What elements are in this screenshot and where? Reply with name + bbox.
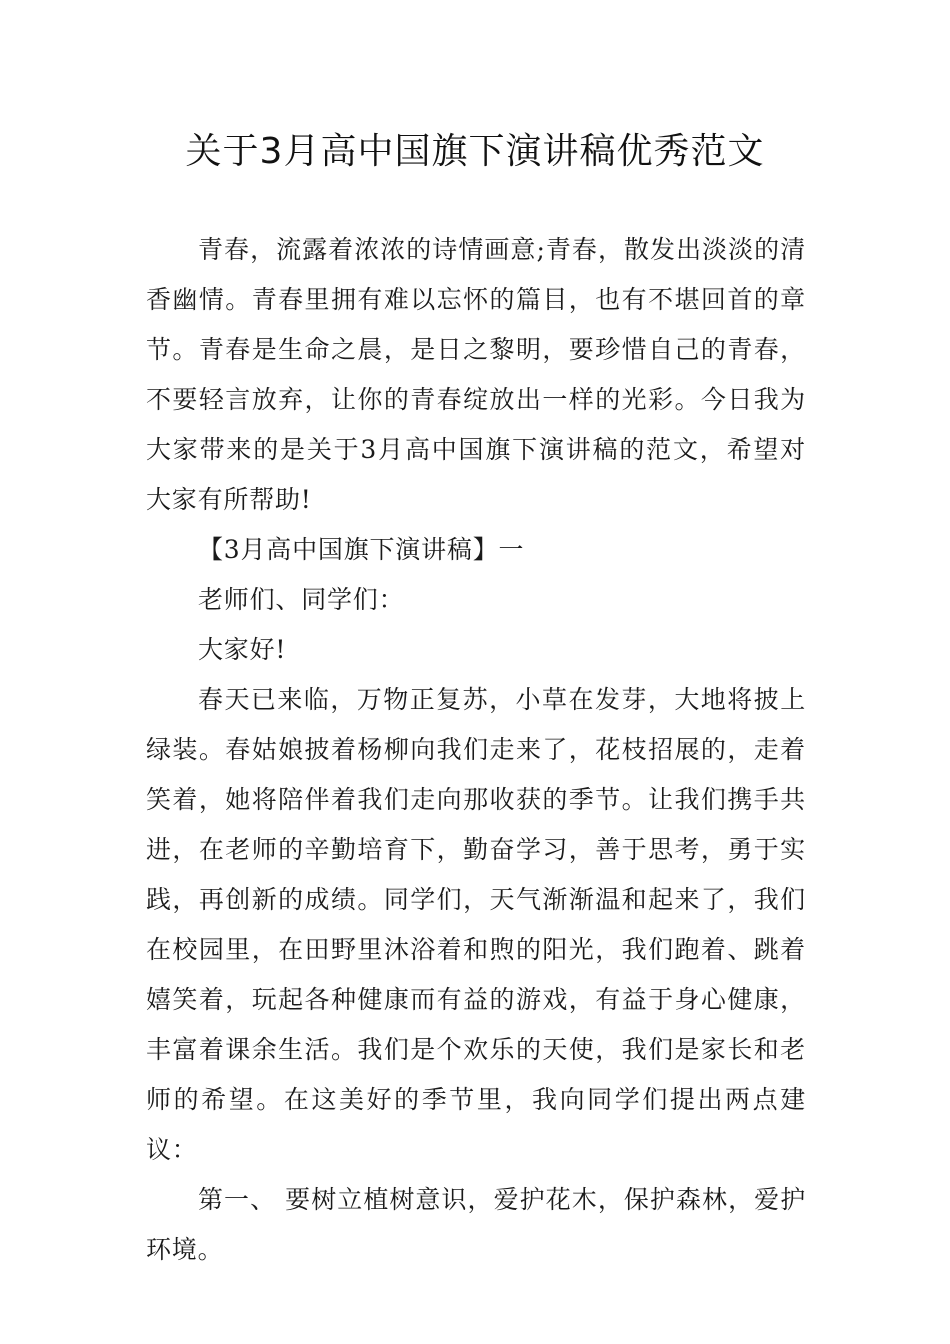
paragraph-intro: 青春，流露着浓浓的诗情画意;青春，散发出淡淡的清香幽情。青春里拥有难以忘怀的篇目，也有不堪回首的章节。青春是生命之晨，是日之黎明，要珍惜自己的青春，不要轻言放弃，让你的青春绽放出一样的光彩。今日我为大家带来的是关于3月高中国旗下演讲稿的范文，希望对大家有所帮助! — [146, 235, 806, 514]
paragraph-salutation: 老师们、同学们： — [198, 585, 405, 614]
document-body — [146, 225, 806, 1275]
paragraph-spring: 春天已来临，万物正复苏，小草在发芽，大地将披上绿装。春姑娘披着杨柳向我们走来了，花枝招展的，走着笑着，她将陪伴着我们走向那收获的季节。让我们携手共进，在老师的辛勤培育下，勤奋学习，善于思考，勇于实践，再创新的成绩。同学们，天气渐渐温和起来了，我们在校园里，在田野里沐浴着和煦的阳光，我们跑着、跳着嬉笑着，玩起各种健康而有益的游戏，有益于身心健康，丰富着课余生活。我们是个欢乐的天使，我们是家长和老师的希望。在这美好的季节里，我向同学们提出两点建议： — [146, 685, 806, 1164]
paragraph-greeting: 大家好! — [198, 635, 287, 664]
paragraph-suggestion-1: 第一、 要树立植树意识，爱护花木，保护森林，爱护环境。 — [146, 1185, 806, 1264]
document-title: 关于3月高中国旗下演讲稿优秀范文 — [185, 131, 765, 172]
section-heading: 【3月高中国旗下演讲稿】一 — [198, 535, 525, 564]
